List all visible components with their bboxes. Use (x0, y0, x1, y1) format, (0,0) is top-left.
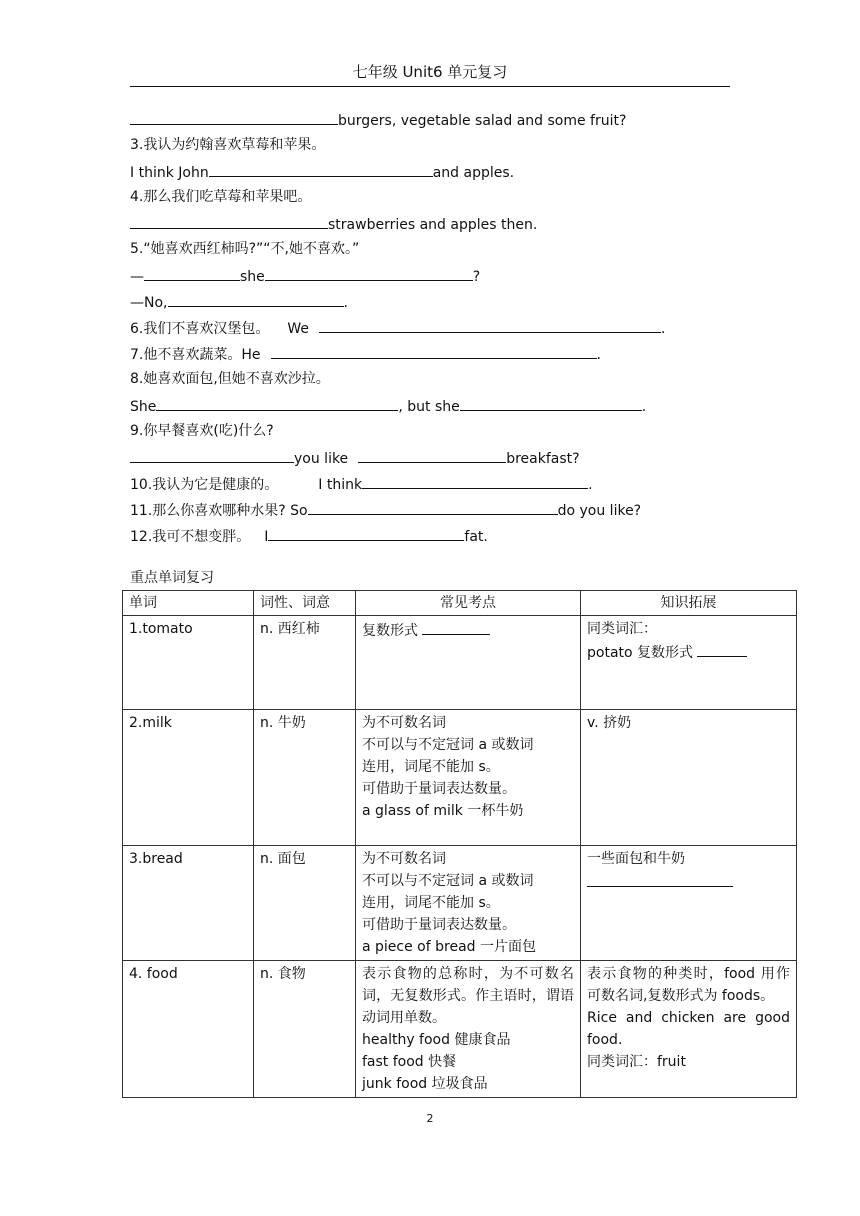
column-header-points: 常见考点 (356, 591, 581, 616)
exercise-line: burgers, vegetable salad and some fruit? (130, 108, 626, 130)
exercise-line: —No, . (130, 290, 348, 312)
column-header-word: 单词 (123, 591, 254, 616)
table-row (123, 616, 797, 710)
answer-blank[interactable] (268, 524, 464, 541)
answer-blank[interactable] (156, 394, 398, 411)
points-cell: 表示食物的总称时，为不可数名词，无复数形式。作主语时，谓语动词用单数。 healthy food 健康食品 fast food 快餐 junk food 垃圾食品 (356, 961, 581, 1098)
answer-blank[interactable] (144, 264, 240, 281)
word-cell: 1.tomato (123, 616, 254, 710)
answer-blank[interactable] (265, 264, 473, 281)
answer-blank[interactable] (362, 472, 588, 489)
exercise-line: 6.我们不喜欢汉堡包。 We . (130, 316, 665, 338)
exercise-prompt-4: 4.那么我们吃草莓和苹果吧。 (130, 189, 312, 205)
exercise-line: 11.那么你喜欢哪种水果? So do you like? (130, 498, 641, 520)
extension-cell: v. 挤奶 (581, 710, 797, 846)
points-cell: 为不可数名词 不可以与不定冠词 a 或数词 连用，词尾不能加 s。 可借助于量词表达数量。 a glass of milk 一杯牛奶 (356, 710, 581, 846)
word-cell: 3.bread (123, 846, 254, 961)
word-cell: 4. food (123, 961, 254, 1098)
answer-blank[interactable] (168, 290, 344, 307)
vocab-section-title: 重点单词复习 (130, 570, 214, 586)
answer-blank[interactable] (308, 498, 558, 515)
exercise-line: 7.他不喜欢蔬菜。He . (130, 342, 601, 364)
extension-cell: 同类词汇： potato 复数形式 (581, 616, 797, 710)
exercise-line: — she ? (130, 264, 480, 286)
pos-cell: n. 面包 (254, 846, 356, 961)
exercise-line: 12.我可不想变胖。 I fat. (130, 524, 488, 546)
points-cell: 复数形式 (356, 616, 581, 710)
pos-cell: n. 食物 (254, 961, 356, 1098)
answer-blank[interactable] (130, 446, 294, 463)
exercise-line: She , but she . (130, 394, 646, 416)
table-row (123, 710, 797, 846)
header-divider (130, 86, 730, 87)
points-cell: 为不可数名词 不可以与不定冠词 a 或数词 连用，词尾不能加 s。 可借助于量词表达数量。 a piece of bread 一片面包 (356, 846, 581, 961)
answer-blank[interactable] (697, 640, 747, 657)
page-header-title: 七年级 Unit6 单元复习 (352, 63, 508, 81)
page-number: 2 (426, 1112, 434, 1125)
extension-cell: 表示食物的种类时，food 用作可数名词,复数形式为 foods。 Rice and chicken are good food. 同类词汇：fruit (581, 961, 797, 1098)
answer-blank[interactable] (319, 316, 661, 333)
answer-blank[interactable] (130, 212, 328, 229)
answer-blank[interactable] (460, 394, 642, 411)
answer-blank[interactable] (209, 160, 433, 177)
extension-cell: 一些面包和牛奶 (581, 846, 797, 961)
vocab-table (122, 590, 797, 1098)
word-cell: 2.milk (123, 710, 254, 846)
exercise-line: 10.我认为它是健康的。 I think . (130, 472, 593, 494)
exercise-prompt-9: 9.你早餐喜欢(吃)什么? (130, 423, 274, 439)
answer-blank[interactable] (358, 446, 506, 463)
pos-cell: n. 西红柿 (254, 616, 356, 710)
exercise-line: strawberries and apples then. (130, 212, 537, 234)
pos-cell: n. 牛奶 (254, 710, 356, 846)
column-header-pos: 词性、词意 (254, 591, 356, 616)
table-row (123, 846, 797, 961)
exercise-line: you like breakfast? (130, 446, 580, 468)
exercise-line: I think John and apples. (130, 160, 514, 182)
exercise-prompt-8: 8.她喜欢面包,但她不喜欢沙拉。 (130, 371, 330, 387)
answer-blank[interactable] (271, 342, 597, 359)
exercise-prompt-3: 3.我认为约翰喜欢草莓和苹果。 (130, 137, 326, 153)
exercise-prompt-5: 5.“她喜欢西红柿吗?”“不,她不喜欢。” (130, 241, 360, 257)
table-row (123, 961, 797, 1098)
table-header-row (123, 591, 797, 616)
answer-blank[interactable] (130, 108, 338, 125)
answer-blank[interactable] (422, 618, 490, 635)
answer-blank[interactable] (587, 870, 733, 887)
column-header-extension: 知识拓展 (581, 591, 797, 616)
